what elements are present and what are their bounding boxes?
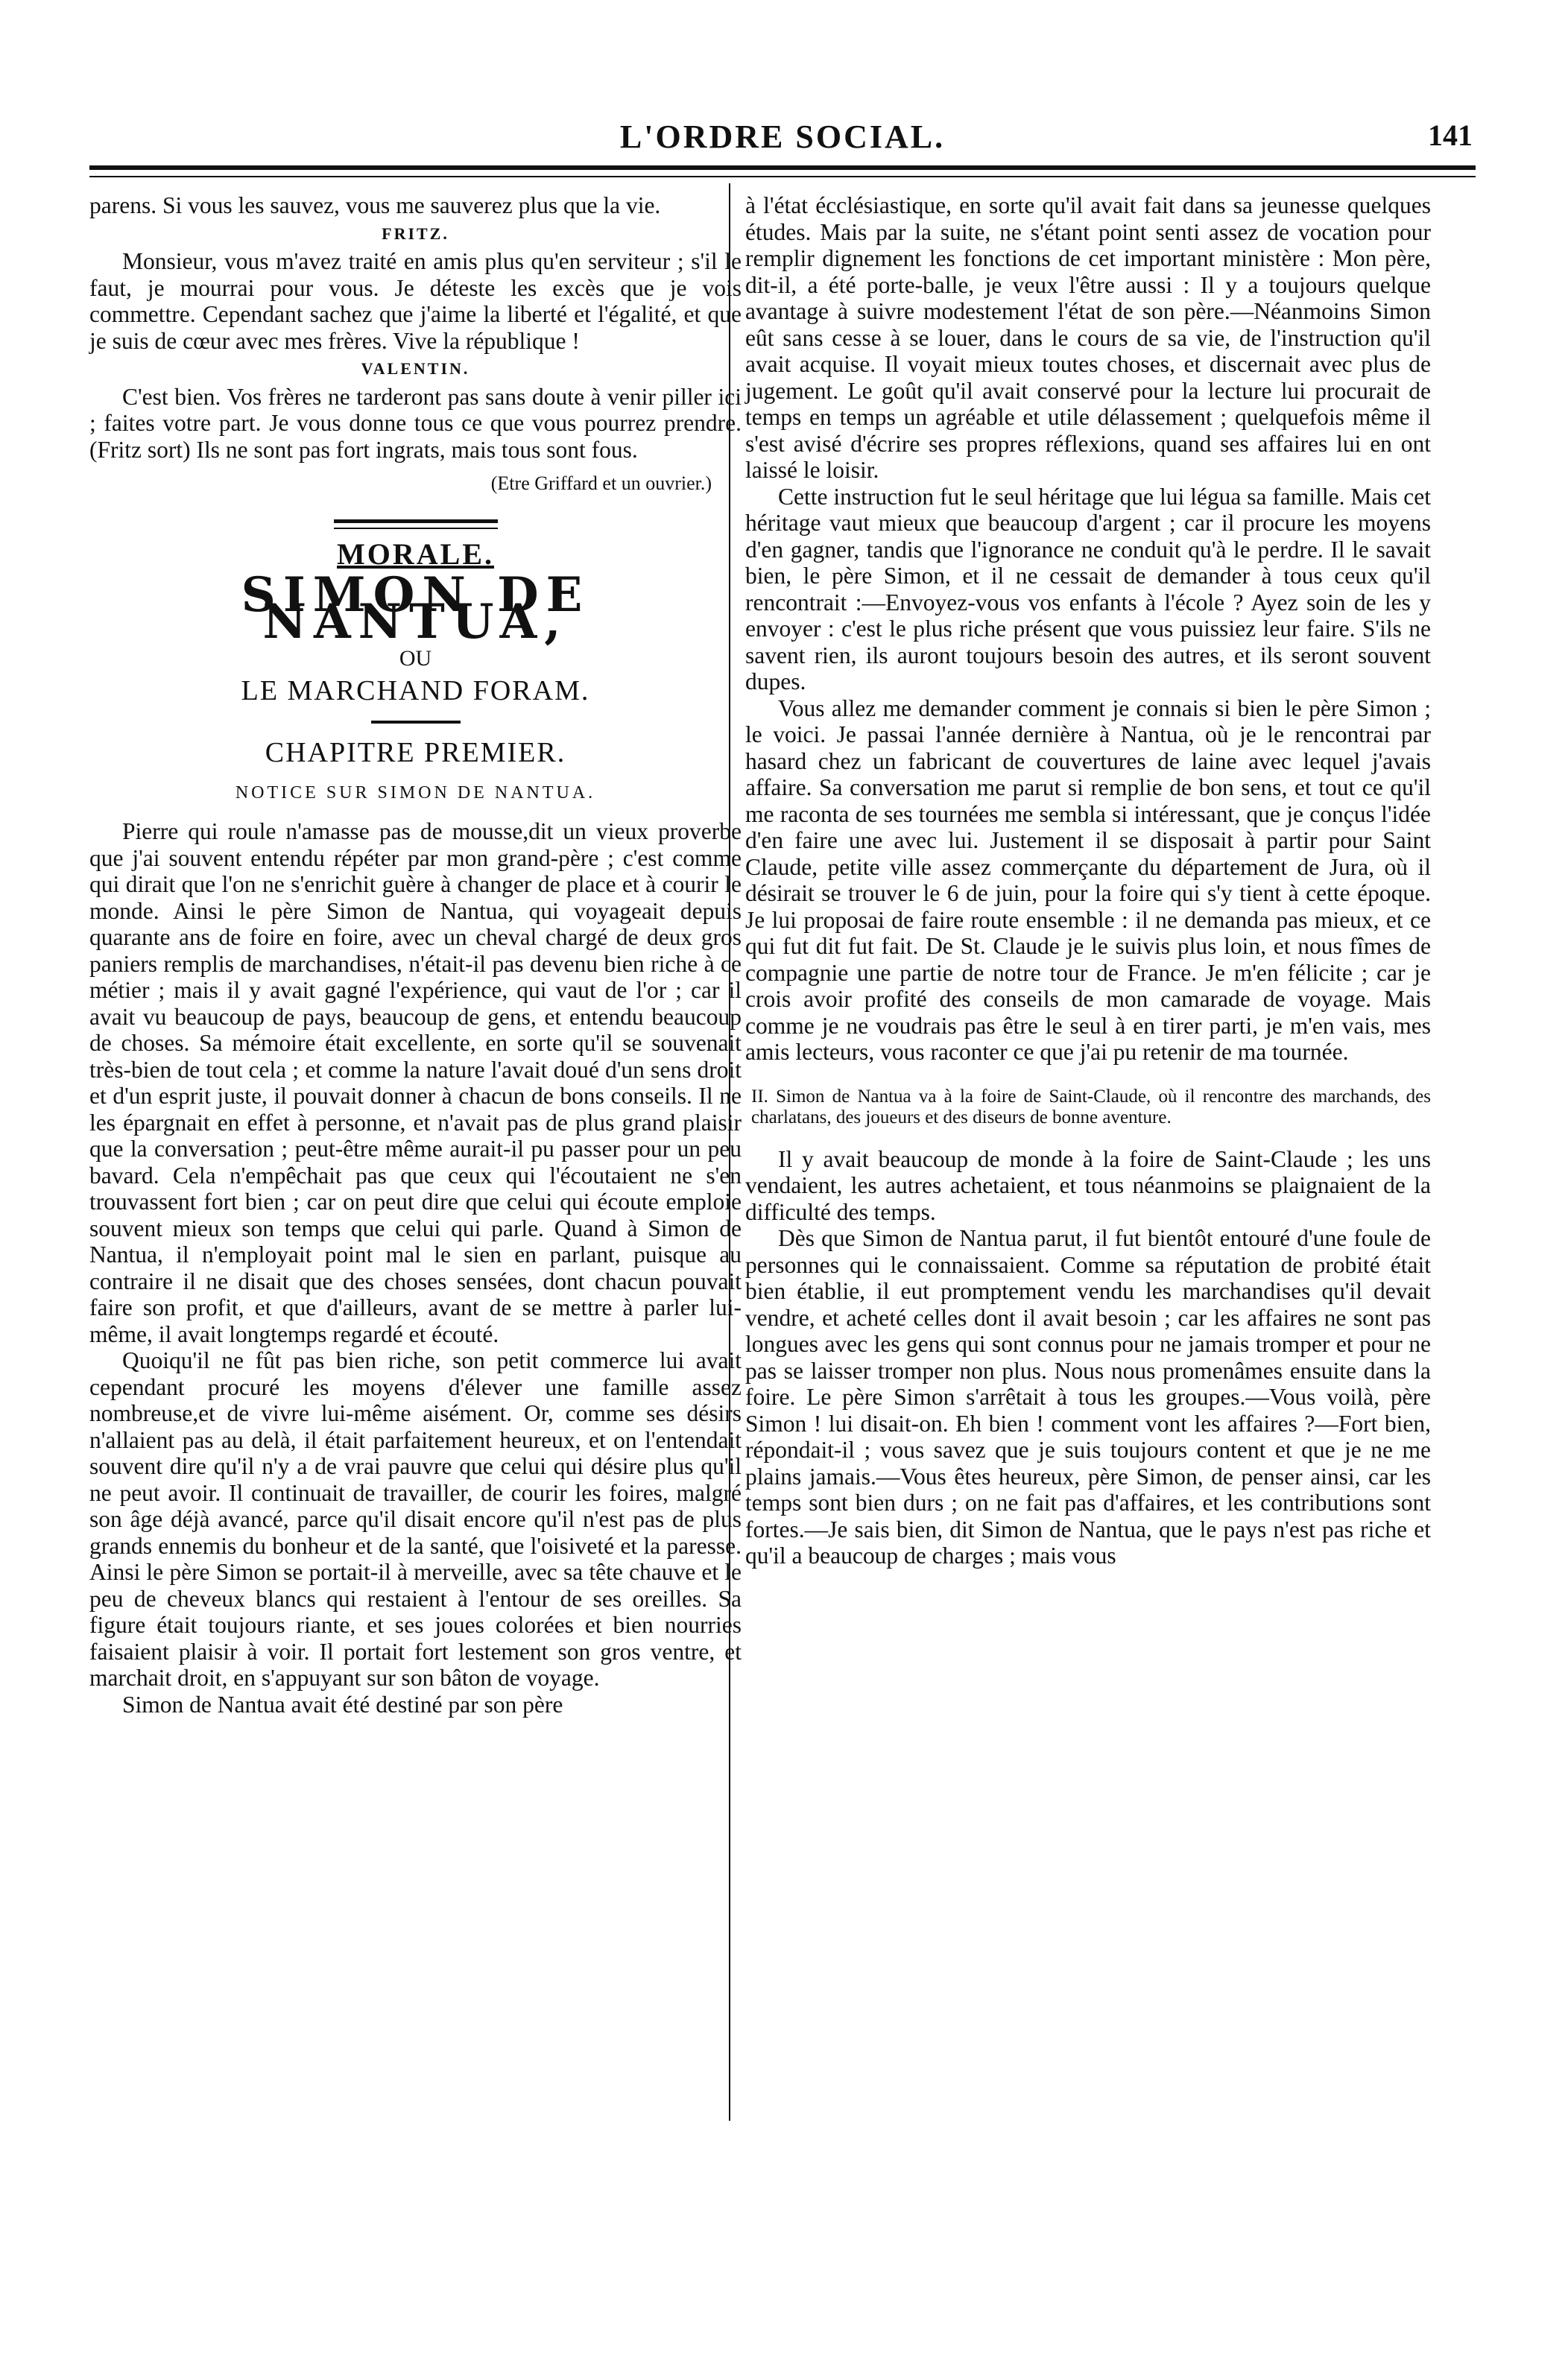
left-column [89, 192, 742, 1718]
paragraph: Vous allez me demander comment je connais si bien le père Simon ; le voici. Je passai l'année dernière à Nantua, où je le rencontrai par hasard chez un fabricant de couvertures de laine avec lequel j'avais affaire. Sa conversation me parut si remplie de bon sens, et tout ce qu'il me raconta de ses tournées me sembla si intéressant, que je conçus l'idée d'en faire une avec lui. Justement il se disposait à partir pour Saint Claude, petite ville assez commerçante du département de Jura, où il désirait se trouver le 6 de juin, pour la foire qui s'y tient à cette époque. Je lui proposai de faire route ensemble : il ne demanda pas mieux, et ce qui fut dit fut fait. De St. Claude je le suivis plus loin, et nous fîmes de compagnie une partie de notre tour de France. Je m'en félicite ; car je crois avoir profité des conseils de mon camarade de voyage. Mais comme je ne voudrais pas être le seul à en tirer parti, je m'en vais, mes amis lecteurs, vous raconter ce que j'ai pu retenir de ma tournée. [745, 695, 1431, 1065]
paragraph: Monsieur, vous m'avez traité en amis plus qu'en serviteur ; s'il le faut, je mourrai pour vous. Je déteste les excès que je vois commettre. Cependant sachez que j'aime la liberté et l'égalité, et que je suis de cœur avec mes frères. Vive la république ! [89, 248, 742, 354]
notice-heading: NOTICE SUR SIMON DE NANTUA. [235, 782, 596, 803]
paragraph: Cette instruction fut le seul héritage que lui légua sa famille. Mais cet héritage vaut mieux que beaucoup d'argent ; car il procure les moyens d'en gagner, tandis que l'ignorance ne conduit qu'à le perdre. Il le savait bien, le père Simon, et il ne cessait de demander à tous ceux qu'il rencontrait :—Envoyez-vous vos enfants à l'école ? Ayez soin de les y envoyer : c'est le plus riche présent que vous puissiez leur faire. S'ils ne savent rien, ils auront toujours besoin des autres, et ils seront souvent dupes. [745, 483, 1431, 695]
header-rule [89, 165, 1476, 170]
column-divider [729, 183, 730, 2121]
paragraph: parens. Si vous les sauvez, vous me sauverez plus que la vie. [89, 192, 661, 218]
right-column [745, 192, 1431, 1569]
section-separator [334, 519, 498, 523]
paragraph: Il y avait beaucoup de monde à la foire de Saint-Claude ; les uns vendaient, les autres achetaient, et tous néanmoins se plaignaient de la difficulté des temps. [745, 1145, 1431, 1225]
title-conjunction: OU [399, 646, 432, 671]
paragraph: Dès que Simon de Nantua parut, il fut bientôt entouré d'une foule de personnes qui le connaissaient. Comme sa réputation de probité était bien établie, il eut promptement vendu les marchandises qu'il devait vendre, et acheté celles dont il avait besoin ; car les affaires ne sont pas longues avec les gens qui sont connus pour ne jamais tromper et pour ne pas se laisser tromper non plus. Nous nous promenâmes ensuite dans la foire. Le père Simon s'arrêtait à tous les groupes.—Vous voilà, père Simon ! lui disait-on. Eh bien ! comment vont les affaires ?—Fort bien, répondait-il ; vous savez que je suis toujours content et que je ne me plains jamais.—Vous êtes heureux, père Simon, de penser ainsi, car les temps sont bien durs ; on ne fait pas d'affaires, et les contributions sont fortes.—Je sais bien, dit Simon de Nantua, que le pays n'est pas riche et qu'il a beaucoup de charges ; mais vous [745, 1225, 1431, 1569]
story-subtitle: LE MARCHAND FORAM. [241, 674, 590, 706]
short-rule [371, 721, 461, 724]
story-title: SIMON DE NANTUA, [241, 567, 590, 650]
speaker-name: FRITZ. [382, 224, 449, 243]
paragraph: à l'état écclésiastique, en sorte qu'il avait fait dans sa jeunesse quelques études. Mais par la suite, ne s'étant point senti assez de vocation pour remplir dignement les fonctions de cet important ministère : Mon père, dit-il, a été porte-balle, je veux l'être aussi : Il y a toujours quelque avantage à suivre modestement l'état de son père.—Néanmoins Simon eût sans cesse à se louer, dans le cours de sa vie, de l'instruction qu'il avait acquise. Il voyait mieux toutes choses, et discernait avec plus de jugement. Le goût qu'il avait conservé pour la lecture lui procurait de temps en temps un agréable et utile délassement ; quelquefois même il s'est avisé d'écrire ses propres réflexions, quand ses affaires lui en ont laissé le loisir. [745, 192, 1431, 483]
header-rule-thin [89, 176, 1476, 177]
paragraph: Pierre qui roule n'amasse pas de mousse,dit un vieux proverbe que j'ai souvent entendu répéter par mon grand-père ; c'est comme qui dirait que l'on ne s'enrichit guère à changer de place et à courir le monde. Ainsi le père Simon de Nantua, qui voyageait depuis quarante ans de foire en foire, avec un cheval chargé de deux gros paniers remplis de marchandises, n'était-il pas devenu bien riche à ce métier ; mais il y avait gagné l'expérience, qui vaut de l'or ; car il avait vu beaucoup de pays, beaucoup de gens, et entendu beaucoup de choses. Sa mémoire était excellente, en sorte qu'il se souvenait très-bien de tout cela ; et comme la nature l'avait doué d'un sens droit et d'un esprit juste, il pouvait donner à chacun de bons conseils. Il ne les épargnait en effet à personne, et n'avait pas de plus grand plaisir que la conversation ; peut-être même aurait-il pu passer pour un peu bavard. Cela n'empêchait pas que ceux qui l'écoutaient ne s'en trouvassent fort bien ; car on peut dire que celui qui écoute emploie souvent mieux son temps que celui qui parle. Quand à Simon de Nantua, il n'employait point mal le sien en parlant, puisque au contraire il ne disait que des choses sensées, dont chacun pouvait faire son profit, et que d'ailleurs, avant de se mettre à parler lui-même, il avait longtemps regardé et écouté. [89, 818, 742, 1347]
chapter-heading: CHAPITRE PREMIER. [265, 737, 566, 768]
running-title: L'ORDRE SOCIAL. [619, 118, 946, 155]
source-citation: (Etre Griffard et un ouvrier.) [490, 472, 712, 494]
chapter-summary: II. Simon de Nantua va à la foire de Saint-Claude, où il rencontre des marchands, des charlatans, des joueurs et des diseurs de bonne aventure. [751, 1086, 1431, 1127]
paragraph: Simon de Nantua avait été destiné par son père [122, 1691, 563, 1718]
speaker-name: VALENTIN. [361, 359, 470, 378]
page-number: 141 [1428, 118, 1473, 152]
page-header [89, 112, 1476, 164]
paragraph: C'est bien. Vos frères ne tarderont pas sans doute à venir piller ici ; faites votre part. Je vous donne tous ce que vous pourrez prendre. (Fritz sort) Ils ne sont pas fort ingrats, mais tous sont fous. [89, 383, 742, 463]
section-title: MORALE. [337, 537, 494, 571]
paragraph: Quoiqu'il ne fût pas bien riche, son petit commerce lui avait cependant procuré les moyens d'élever une famille assez nombreuse,et de vivre lui-même aisément. Or, comme ses désirs n'allaient pas au delà, il était parfaitement heureux, et on l'entendait souvent dire qu'il n'y a de vrai pauvre que celui qui désire plus qu'il ne peut avoir. Il continuait de travailler, de courir les foires, malgré son âge déjà avancé, parce qu'il disait encore qu'il n'est pas de plus grands ennemis du bonheur et de la santé, que l'oisiveté et la paresse. Ainsi le père Simon se portait-il à merveille, avec sa tête chauve et le peu de cheveux blancs qui restaient à l'entour de ses oreilles. Sa figure était toujours riante, et ses joues colorées et bien nourries faisaient plaisir à voir. Il portait fort lestement son gros ventre, et marchait droit, en s'appuyant sur son bâton de voyage. [89, 1347, 742, 1691]
